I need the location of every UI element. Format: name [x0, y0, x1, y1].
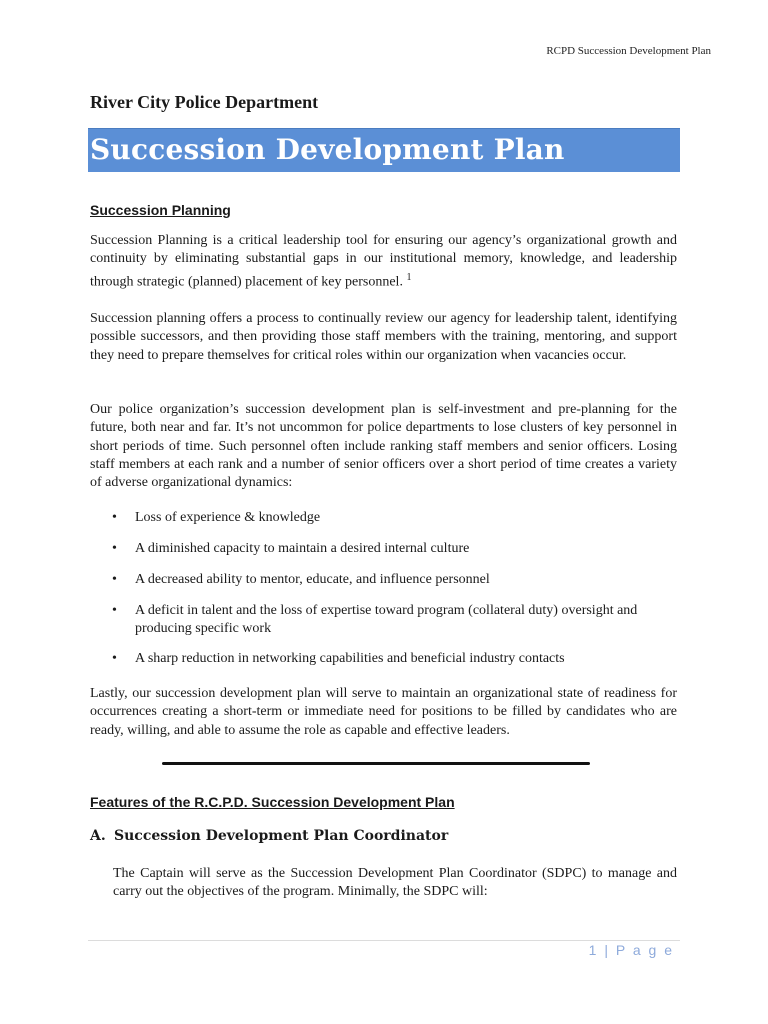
bullet-icon: • — [112, 510, 117, 525]
section-heading-features: Features of the R.C.P.D. Succession Development Plan — [90, 794, 455, 810]
bullet-icon: • — [112, 651, 117, 666]
list-item-text: Loss of experience & knowledge — [135, 510, 321, 525]
subsection-heading-coordinator — [90, 828, 448, 844]
list-item-text: A deficit in talent and the loss of expertise toward program (collateral duty) oversight and producing specific work — [135, 603, 638, 636]
paragraph-self-investment: Our police organization’s succession development plan is self-investment and pre-planning for the future, both near and far. It’s not uncommon for police departments to lose clusters of key personnel in short periods of time. Such personnel often include ranking staff members and senior officers. Losing staff members at each rank and a number of senior officers over a short period of time creates a variety of adverse organizational dynamics: — [90, 402, 677, 491]
bullet-icon: • — [112, 541, 117, 556]
paragraph-intro-text: Succession Planning is a critical leadership tool for ensuring our agency’s organizational growth and continuity by eliminating substantial gaps in our institutional memory, knowledge, and leadership through strategic (planned) placement of key personnel. — [90, 233, 677, 290]
list-item-text: A diminished capacity to maintain a desired internal culture — [135, 541, 470, 556]
paragraph-coordinator: The Captain will serve as the Succession Development Plan Coordinator (SDPC) to manage and carry out the objectives of the program. Minimally, the SDPC will: — [113, 866, 677, 900]
paragraph-intro — [90, 232, 677, 292]
paragraph-process: Succession planning offers a process to continually review our agency for leadership talent, identifying possible successors, and then providing those staff members with the training, mentoring, and support they need to prepare themselves for critical roles within our organization when vacancies occur. — [90, 311, 677, 363]
list-item — [112, 571, 682, 589]
list-item — [112, 540, 682, 558]
subsection-title: Succession Development Plan Coordinator — [114, 828, 449, 844]
list-item — [112, 650, 682, 668]
footer-rule — [88, 940, 680, 941]
list-item-text: A sharp reduction in networking capabilities and beneficial industry contacts — [135, 651, 565, 666]
page-number: 1 | P a g e — [588, 942, 674, 958]
adverse-dynamics-list — [112, 509, 682, 668]
section-heading-succession-planning: Succession Planning — [90, 202, 231, 218]
paragraph-lastly: Lastly, our succession development plan will serve to maintain an organizational state of readiness for occurrences creating a short-term or immediate need for positions to be filled by candidates who are ready, willing, and able to assume the role as capable and effective leaders. — [90, 686, 677, 738]
running-header: RCPD Succession Development Plan — [546, 45, 711, 57]
title-banner — [88, 128, 680, 172]
bullet-icon: • — [112, 572, 117, 587]
department-name: River City Police Department — [90, 92, 319, 112]
subsection-letter: A. — [90, 828, 106, 844]
section-divider — [162, 762, 590, 765]
list-item — [112, 602, 682, 638]
list-item — [112, 509, 682, 527]
document-title: Succession Development Plan — [90, 133, 565, 166]
bullet-icon: • — [112, 603, 117, 618]
footnote-marker[interactable]: 1 — [406, 271, 412, 283]
list-item-text: A decreased ability to mentor, educate, and influence personnel — [135, 572, 490, 587]
